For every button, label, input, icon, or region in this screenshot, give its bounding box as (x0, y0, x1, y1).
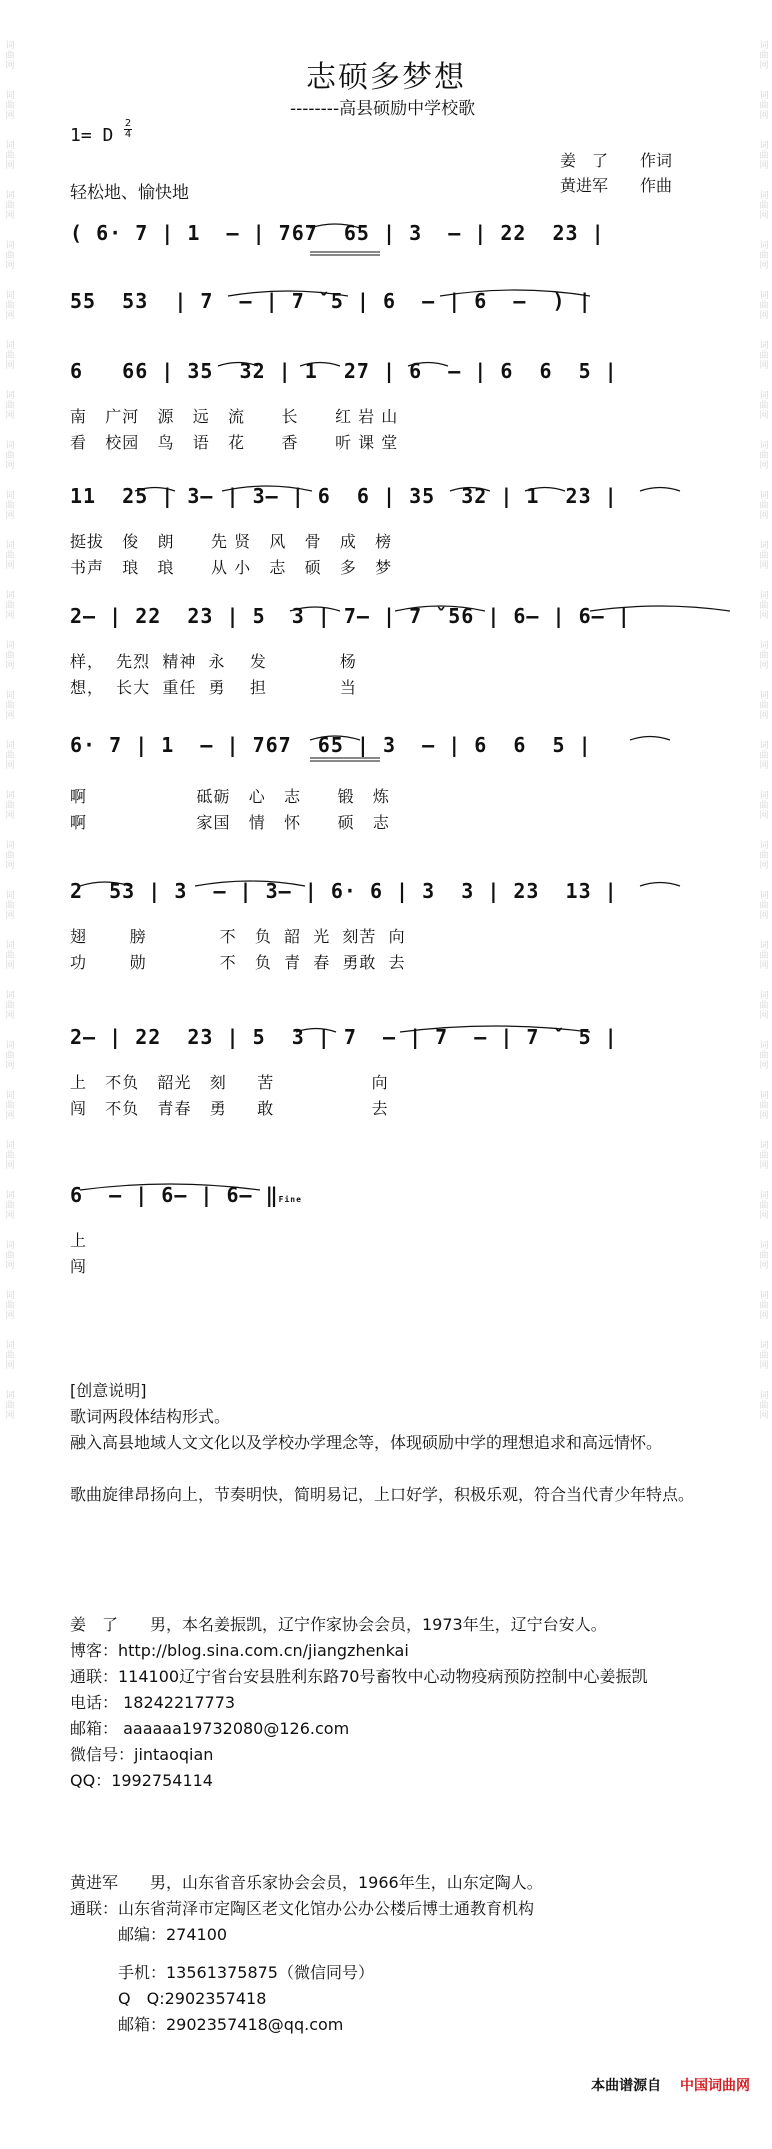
score-line-3 (70, 356, 740, 456)
composer-bio: 黄进军 男，山东省音乐家协会会员，1966年生，山东定陶人。 (70, 1873, 543, 1892)
watermark-text: 词曲网 (757, 1090, 768, 1120)
watermark-text: 词曲网 (3, 440, 14, 470)
watermark-text: 词曲网 (3, 690, 14, 720)
lyricist-blog: 博客：http://blog.sina.com.cn/jiangzhenkai (70, 1641, 409, 1660)
lyric-verse-1: 啊 砥砺 心 志 锻 炼 (70, 787, 390, 806)
lyric-verse-1: 上 (70, 1231, 88, 1250)
notation: 11 25 | 3— | 3— | 6 6 | 35 32 | 1 23 | (70, 484, 618, 508)
creative-note-line: 融入高县地域人文文化以及学校办学理念等，体现硕励中学的理想追求和高远情怀。 (70, 1433, 663, 1452)
lyric-verse-2: 啊 家国 情 怀 硕 志 (70, 813, 390, 832)
watermark-text: 词曲网 (3, 240, 14, 270)
notation: 6 66 | 35 32 | 1 27 | 6 — | 6 6 5 | (70, 359, 618, 383)
watermark-text: 词曲网 (757, 340, 768, 370)
lyric-verse-1: 样， 先烈 精神 永 发 杨 (70, 652, 357, 671)
lyric-verse-2: 想， 长大 重任 勇 担 当 (70, 678, 357, 697)
watermark-text: 词曲网 (3, 1390, 14, 1420)
watermark-text: 词曲网 (3, 290, 14, 320)
lyric-verse-2: 书声 琅 琅 从 小 志 硕 多 梦 (70, 558, 393, 577)
watermark-text: 词曲网 (757, 1290, 768, 1320)
watermark-text: 词曲网 (757, 840, 768, 870)
score-line-6 (70, 730, 740, 836)
lyric-verse-2: 功 勋 不 负 青 春 勇敢 去 (70, 953, 406, 972)
notation (70, 1180, 740, 1210)
notation: 2— | 22 23 | 5 3 | 7 — | 7 — | 7 ˇ 5 | (70, 1025, 618, 1049)
notation: 2— | 22 23 | 5 3 | 7— | 7 ˇ56 | 6— | 6— | (70, 604, 631, 628)
lyricist-qq: QQ：1992754114 (70, 1771, 213, 1790)
watermark-text: 词曲网 (3, 390, 14, 420)
watermark-text: 词曲网 (3, 1340, 14, 1370)
watermark-text: 词曲网 (3, 340, 14, 370)
lyricist-wechat: 微信号：jintaoqian (70, 1745, 214, 1764)
creative-notes-heading: [创意说明] (70, 1381, 147, 1400)
watermark-text: 词曲网 (3, 40, 14, 70)
source-footer (591, 2075, 750, 2095)
creative-note-line: 歌词两段体结构形式。 (70, 1407, 231, 1426)
watermark-text: 词曲网 (757, 40, 768, 70)
spacer (70, 1456, 750, 1482)
lyricist-address: 通联：114100辽宁省台安县胜利东路70号畜牧中心动物疫病预防控制中心姜振凯 (70, 1667, 648, 1686)
composer-qq: Q Q:2902357418 (70, 1989, 267, 2008)
watermark-text: 词曲网 (757, 990, 768, 1020)
lyric-verse-2: 闯 不负 青春 勇 敢 去 (70, 1099, 389, 1118)
watermark-text: 词曲网 (3, 140, 14, 170)
composer-email: 邮箱：2902357418@qq.com (70, 2015, 344, 2034)
time-signature-top: 2 (124, 118, 132, 129)
watermark-text: 词曲网 (3, 1140, 14, 1170)
notation: 55 53 | 7 — | 7 ˇ5 | 6 — | 6 — ) | (70, 289, 592, 313)
lyricist-info (70, 1612, 750, 1794)
watermark-text: 词曲网 (757, 740, 768, 770)
watermark-text: 词曲网 (757, 1240, 768, 1270)
watermark-text: 词曲网 (757, 690, 768, 720)
creative-note-line: 歌曲旋律昂扬向上，节奏明快，简明易记，上口好学，积极乐观，符合当代青少年特点。 (70, 1485, 695, 1504)
lyric-verse-1: 南 广河 源 远 流 长 红 岩 山 (70, 407, 399, 426)
song-title: 志硕多梦想 (306, 60, 466, 95)
watermark-text: 词曲网 (757, 790, 768, 820)
watermark-text: 词曲网 (3, 740, 14, 770)
score-line-2 (70, 286, 740, 316)
watermark-text: 词曲网 (3, 790, 14, 820)
lyric-verse-2: 看 校园 鸟 语 花 香 听 课 堂 (70, 433, 399, 452)
fine-marking: Fine (278, 1195, 302, 1204)
watermark-text: 词曲网 (3, 640, 14, 670)
watermark-text: 词曲网 (3, 940, 14, 970)
creative-notes (70, 1378, 750, 1508)
lyric-verse-2: 闯 (70, 1257, 88, 1276)
composer-mobile: 手机：13561375875（微信同号） (70, 1963, 374, 1982)
watermark-text: 词曲网 (3, 990, 14, 1020)
watermark-text: 词曲网 (757, 1390, 768, 1420)
score-sheet (22, 0, 750, 2109)
watermark-text: 词曲网 (757, 490, 768, 520)
footer-site-name[interactable]: 中国词曲网 (680, 2078, 750, 2094)
watermark-text: 词曲网 (3, 890, 14, 920)
watermark-text: 词曲网 (3, 1190, 14, 1220)
notation: ( 6· 7 | 1 — | 767 65 | 3 — | 22 23 | (70, 221, 605, 245)
composer-info (70, 1870, 750, 2038)
watermark-text: 词曲网 (757, 290, 768, 320)
lyricist-credit: 姜 了 作词 (560, 151, 673, 170)
watermark-text: 词曲网 (757, 940, 768, 970)
watermark-text: 词曲网 (3, 1090, 14, 1120)
watermark-text: 词曲网 (3, 90, 14, 120)
lyric-verse-1: 挺拔 俊 朗 先 贤 风 骨 成 榜 (70, 532, 393, 551)
composer-credit: 黄进军 作曲 (560, 176, 673, 195)
notation: 2 53 | 3 — | 3— | 6· 6 | 3 3 | 23 13 | (70, 879, 618, 903)
lyricist-phone: 电话： 18242217773 (70, 1693, 236, 1712)
watermark-text: 词曲网 (3, 1290, 14, 1320)
watermark-text: 词曲网 (3, 490, 14, 520)
notation-text: 6 — | 6— | 6— ‖ (70, 1183, 279, 1207)
lyricist-bio: 姜 了 男，本名姜振凯，辽宁作家协会会员，1973年生，辽宁台安人。 (70, 1615, 607, 1634)
tempo-marking: 轻松地、愉快地 (70, 183, 189, 203)
composer-address: 通联：山东省菏泽市定陶区老文化馆办公办公楼后博士通教育机构 (70, 1899, 535, 1918)
time-signature-bottom: 4 (124, 129, 132, 140)
watermark-text: 词曲网 (757, 90, 768, 120)
watermark-text: 词曲网 (757, 1340, 768, 1370)
right-watermark-strip (754, 0, 772, 2149)
spacer (70, 1948, 750, 1960)
score-line-5 (70, 601, 740, 701)
watermark-text: 词曲网 (757, 890, 768, 920)
score-line-4 (70, 481, 740, 581)
score-line-1 (70, 218, 740, 248)
watermark-text: 词曲网 (757, 1140, 768, 1170)
song-subtitle: --------高县硕励中学校歌 (290, 99, 476, 119)
score-line-7 (70, 876, 740, 976)
time-signature (124, 119, 132, 140)
score-line-9 (70, 1180, 740, 1280)
watermark-text: 词曲网 (3, 840, 14, 870)
left-watermark-strip (0, 0, 18, 2149)
watermark-text: 词曲网 (757, 390, 768, 420)
watermark-text: 词曲网 (3, 590, 14, 620)
watermark-text: 词曲网 (3, 540, 14, 570)
watermark-text: 词曲网 (757, 440, 768, 470)
watermark-text: 词曲网 (757, 590, 768, 620)
watermark-text: 词曲网 (3, 1240, 14, 1270)
lyricist-email: 邮箱： aaaaaa19732080@126.com (70, 1719, 350, 1738)
composer-postcode: 邮编：274100 (70, 1925, 228, 1944)
watermark-text: 词曲网 (757, 540, 768, 570)
watermark-text: 词曲网 (757, 240, 768, 270)
watermark-text: 词曲网 (757, 1040, 768, 1070)
score-line-8 (70, 1022, 740, 1122)
lyric-verse-1: 翅 膀 不 负 韶 光 刻苦 向 (70, 927, 406, 946)
footer-source-label: 本曲谱源自 (591, 2078, 662, 2094)
watermark-text: 词曲网 (3, 190, 14, 220)
watermark-text: 词曲网 (3, 1040, 14, 1070)
watermark-text: 词曲网 (757, 190, 768, 220)
watermark-text: 词曲网 (757, 1190, 768, 1220)
watermark-text: 词曲网 (757, 640, 768, 670)
lyric-verse-1: 上 不负 韶光 刻 苦 向 (70, 1073, 389, 1092)
watermark-text: 词曲网 (757, 140, 768, 170)
key-signature: 1= D (70, 125, 114, 146)
notation: 6· 7 | 1 — | 767 65 | 3 — | 6 6 5 | (70, 733, 592, 757)
